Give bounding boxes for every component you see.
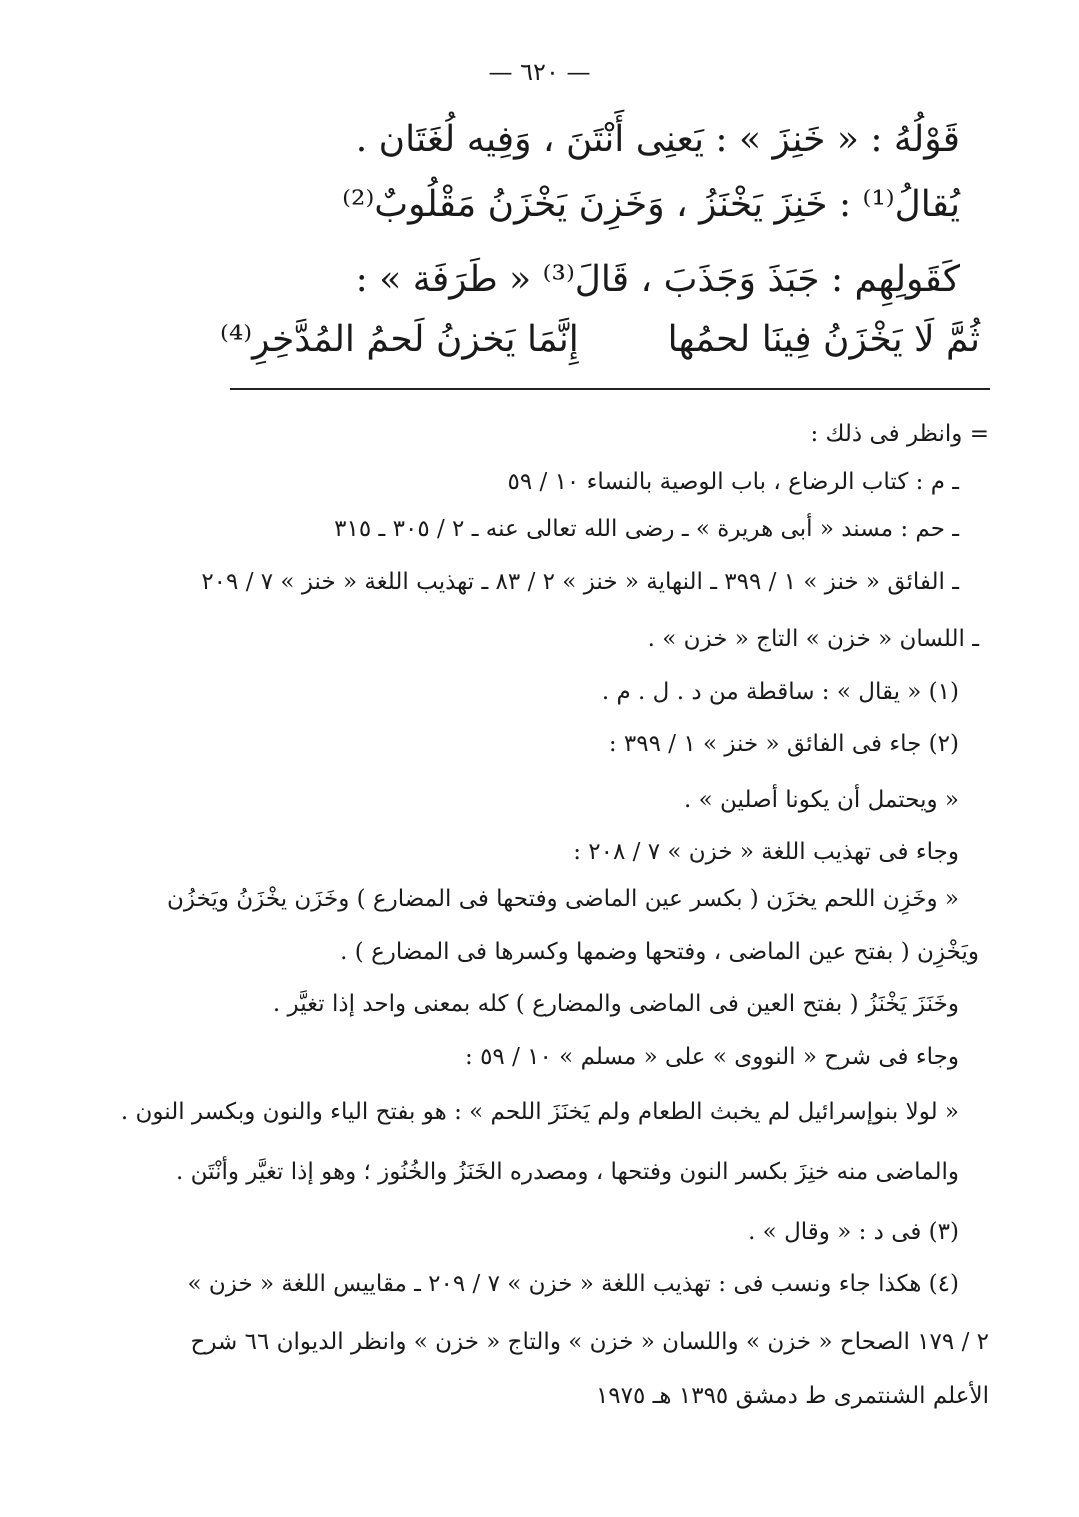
main-line-3: كَقَولِهِم : جَبَذَ وَجَذَبَ ، قَالَ⁽³⁾ « طَرَفَة » : — [355, 259, 960, 300]
footnote-separator — [230, 388, 990, 390]
footnote-2-quote-1: « وخَزِن اللحم يخزَن ( بكسر عين الماضى وفتحها فى المضارع ) وخَزَن يخْزَنُ ويَخزُن — [167, 886, 959, 912]
footnote-1: (١) « يقال » : ساقطة من د . ل . م . — [601, 679, 959, 705]
footnote-ref-2: ـ حم : مسند « أبى هريرة » ـ رضى الله تعالى عنه ـ ٢ / ٣٠٥ ـ ٣١٥ — [334, 516, 959, 542]
footnote-ref-3: ـ الفائق « خنز » ١ / ٣٩٩ ـ النهاية « خنز » ٢ / ٨٣ ـ تهذيب اللغة « خنز » ٧ / ٢٠٩ — [201, 569, 959, 595]
footnote-4-line-2: ٢ / ١٧٩ الصحاح « خزن » واللسان « خزن » والتاج « خزن » وانظر الديوان ٦٦ شرح — [190, 1329, 989, 1355]
footnote-2-nawawi-1: « لولا بنوإسرائيل لم يخبث الطعام ولم يَخنَزَ اللحم » : هو بفتح الياء والنون وبكسر النون . — [120, 1099, 959, 1125]
footnote-2-tahdhib: وجاء فى تهذيب اللغة « خزن » ٧ / ٢٠٨ : — [573, 839, 959, 865]
footnote-4-line-1: (٤) هكذا جاء ونسب فى : تهذيب اللغة « خزن » ٧ / ٢٠٩ ـ مقاييس اللغة « خزن » — [187, 1271, 959, 1297]
main-line-1: قَوْلُهُ : « خَنِزَ » : يَعنِى أَنْتَنَ ، وَفِيه لُغَتَان . — [355, 119, 960, 160]
main-line-2: يُقالُ⁽¹⁾ : خَنِزَ يَخْنَزُ ، وَخَزِنَ يَخْزَنُ مَقْلُوبٌ⁽²⁾ — [342, 184, 960, 225]
page-number: — ٦٢٠ — — [488, 58, 591, 86]
footnote-ref-1: ـ م : كتاب الرضاع ، باب الوصية بالنساء ١٠ / ٥٩ — [507, 469, 959, 495]
footnote-ref-intro: = وانظر فى ذلك : — [810, 421, 989, 447]
footnote-2-quote-2: ويَخْزِن ( بفتح عين الماضى ، وفتحها وضمها وكسرها فى المضارع ) . — [340, 939, 979, 965]
footnote-4-line-3: الأعلم الشنتمرى ط دمشق ١٣٩٥ هـ ١٩٧٥ — [595, 1383, 989, 1409]
footnote-2: (٢) جاء فى الفائق « خنز » ١ / ٣٩٩ : — [608, 731, 959, 757]
footnote-2-cont: « ويحتمل أن يكونا أصلين » . — [684, 787, 959, 813]
footnote-2-nawawi: وجاء فى شرح « النووى » على « مسلم » ١٠ / ٥٩ : — [465, 1044, 959, 1070]
footnote-3: (٣) فى د : « وقال » . — [748, 1219, 959, 1245]
verse-first-hemistich: ثُمَّ لَا يَخْزَنُ فِينَا لحمُها — [667, 319, 980, 360]
footnote-ref-4: ـ اللسان « خزن » التاج « خزن » . — [647, 626, 979, 652]
verse-second-hemistich: إِنَّمَا يَخزنُ لَحمُ المُدَّخِرِ⁽⁴⁾ — [220, 319, 579, 360]
footnote-2-nawawi-2: والماضى منه خنِزَ بكسر النون وفتحها ، ومصدره الخَنَزُ والخُنُوز ؛ وهو إذا تغيَّر وأنْتَن . — [176, 1159, 959, 1185]
footnote-2-quote-3: وخَنَزَ يَخْنَزُ ( بفتح العين فى الماضى والمضارع ) كله بمعنى واحد إذا تغيَّر . — [272, 991, 959, 1017]
